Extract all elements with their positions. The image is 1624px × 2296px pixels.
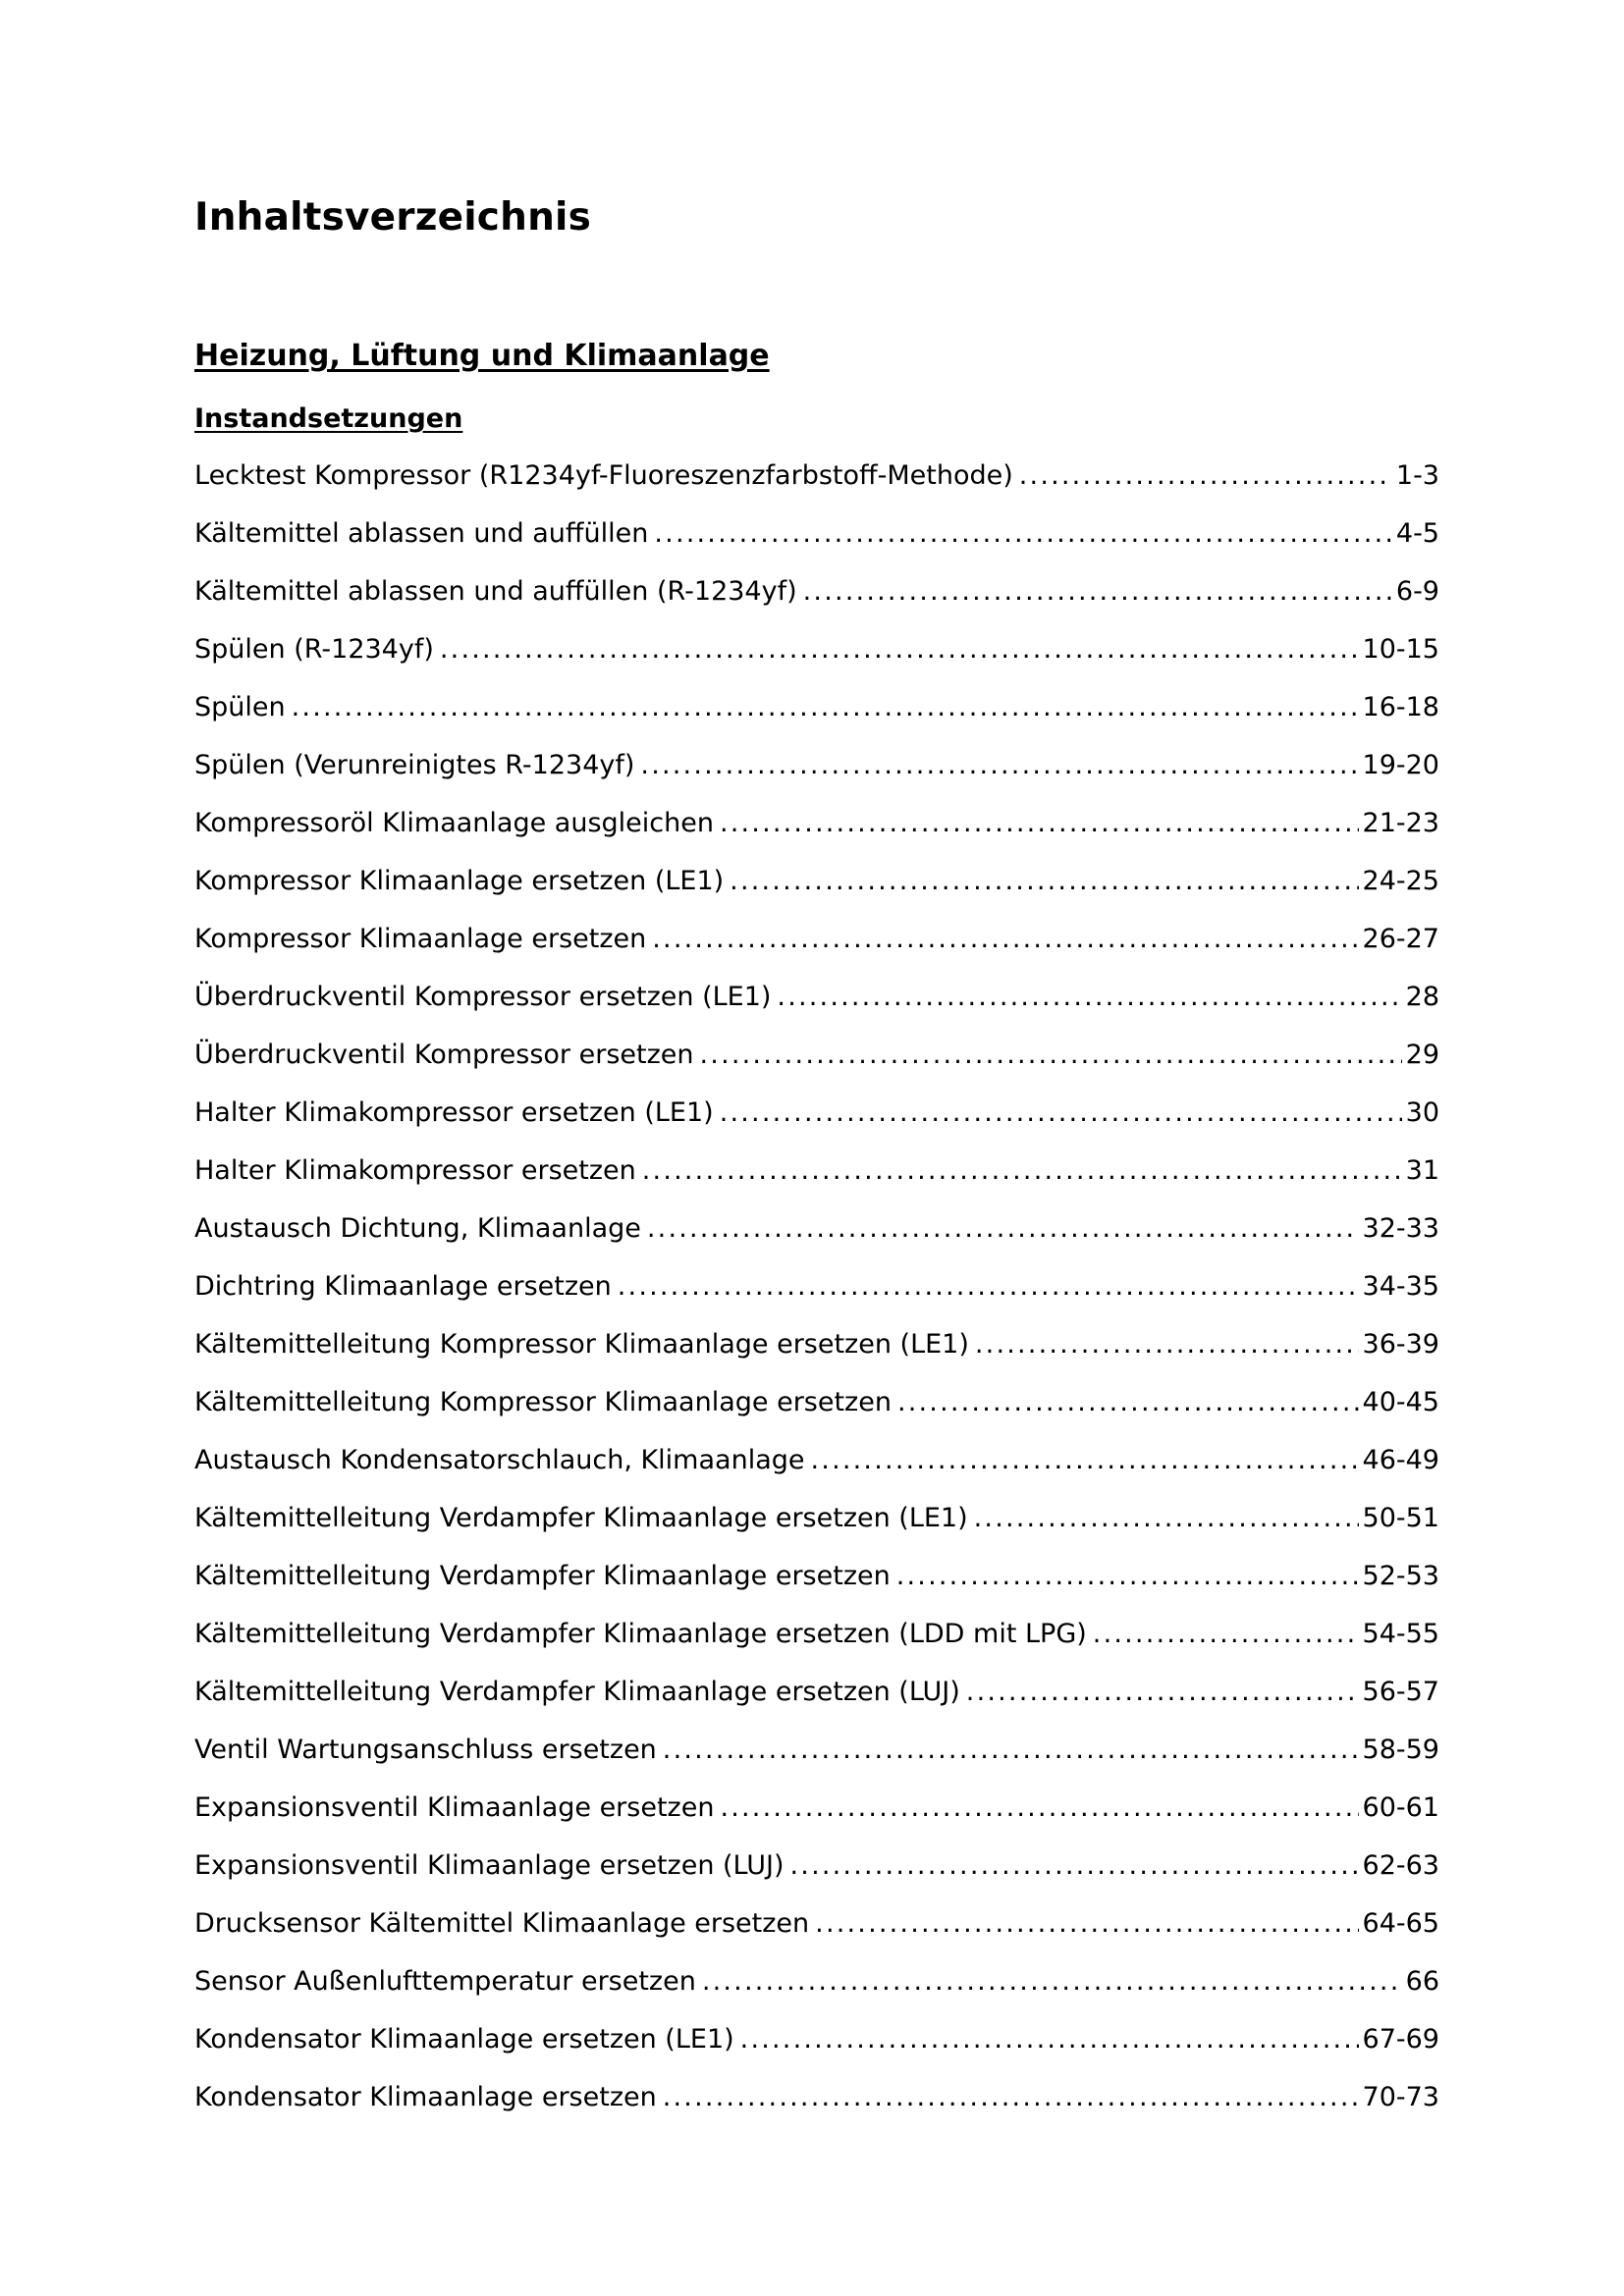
toc-dot-leader	[440, 630, 1359, 669]
toc-dot-leader	[975, 1325, 1359, 1364]
toc-entry-page: 10-15	[1362, 634, 1439, 665]
toc-entry-title: Drucksensor Kältemittel Klimaanlage ersetzen	[194, 1908, 810, 1939]
toc-entry[interactable]	[194, 920, 1439, 978]
toc-entry[interactable]	[194, 978, 1439, 1036]
toc-entry-page: 67-69	[1362, 2024, 1439, 2055]
subsection-heading: Instandsetzungen	[194, 403, 463, 434]
toc-dot-leader	[966, 1673, 1359, 1712]
toc-entry[interactable]	[194, 1731, 1439, 1789]
toc-entry[interactable]	[194, 1036, 1439, 1094]
toc-entry-title: Kältemittelleitung Kompressor Klimaanlage ersetzen (LE1)	[194, 1329, 969, 1360]
toc-entry-title: Halter Klimakompressor ersetzen (LE1)	[194, 1097, 714, 1128]
toc-entry-page: 64-65	[1362, 1908, 1439, 1939]
toc-entry[interactable]	[194, 456, 1439, 514]
table-of-contents	[194, 456, 1439, 2136]
toc-entry[interactable]	[194, 2020, 1439, 2078]
toc-dot-leader	[777, 978, 1401, 1017]
toc-dot-leader	[720, 1789, 1358, 1828]
toc-dot-leader	[720, 1094, 1402, 1133]
toc-entry[interactable]	[194, 1846, 1439, 1904]
toc-entry-page: 46-49	[1362, 1445, 1439, 1475]
toc-entry-page: 31	[1405, 1155, 1439, 1186]
toc-entry-page: 60-61	[1362, 1792, 1439, 1823]
toc-entry[interactable]	[194, 1151, 1439, 1209]
toc-entry-title: Überdruckventil Kompressor ersetzen (LE1)	[194, 982, 772, 1012]
toc-entry[interactable]	[194, 1441, 1439, 1499]
toc-entry-page: 4-5	[1395, 518, 1439, 549]
toc-entry-title: Dichtring Klimaanlage ersetzen	[194, 1271, 612, 1302]
toc-entry-title: Ventil Wartungsanschluss ersetzen	[194, 1735, 657, 1765]
toc-dot-leader	[1019, 456, 1392, 496]
toc-dot-leader	[654, 514, 1392, 554]
toc-entry[interactable]	[194, 572, 1439, 630]
toc-entry[interactable]	[194, 1904, 1439, 1962]
toc-entry[interactable]	[194, 1557, 1439, 1615]
toc-entry-title: Kompressor Klimaanlage ersetzen (LE1)	[194, 866, 725, 896]
toc-entry-page: 26-27	[1362, 924, 1439, 954]
toc-entry[interactable]	[194, 1673, 1439, 1731]
toc-entry-page: 52-53	[1362, 1561, 1439, 1591]
toc-entry-page: 30	[1405, 1097, 1439, 1128]
toc-entry[interactable]	[194, 688, 1439, 746]
toc-entry-page: 56-57	[1362, 1677, 1439, 1707]
toc-dot-leader	[618, 1267, 1359, 1307]
toc-entry-title: Kältemittelleitung Verdampfer Klimaanlage ersetzen	[194, 1561, 891, 1591]
toc-entry[interactable]	[194, 1267, 1439, 1325]
toc-entry-title: Kondensator Klimaanlage ersetzen	[194, 2082, 657, 2112]
toc-entry[interactable]	[194, 630, 1439, 688]
toc-entry[interactable]	[194, 804, 1439, 862]
toc-entry-page: 16-18	[1362, 692, 1439, 722]
toc-entry[interactable]	[194, 1499, 1439, 1557]
toc-entry[interactable]	[194, 1962, 1439, 2020]
toc-dot-leader	[702, 1962, 1402, 2002]
toc-entry[interactable]	[194, 514, 1439, 572]
toc-entry-title: Kompressoröl Klimaanlage ausgleichen	[194, 808, 714, 838]
toc-entry[interactable]	[194, 2078, 1439, 2136]
toc-dot-leader	[815, 1904, 1358, 1944]
toc-entry-page: 19-20	[1362, 750, 1439, 780]
toc-dot-leader	[740, 2020, 1359, 2059]
toc-entry[interactable]	[194, 1383, 1439, 1441]
toc-entry-page: 1-3	[1395, 460, 1439, 491]
toc-entry-title: Kältemittelleitung Kompressor Klimaanlage ersetzen	[194, 1387, 892, 1417]
toc-entry-title: Lecktest Kompressor (R1234yf-Fluoreszenzfarbstoff-Methode)	[194, 460, 1013, 491]
toc-entry-page: 36-39	[1362, 1329, 1439, 1360]
toc-dot-leader	[640, 746, 1358, 785]
toc-entry-title: Halter Klimakompressor ersetzen	[194, 1155, 636, 1186]
toc-entry[interactable]	[194, 746, 1439, 804]
page-title: Inhaltsverzeichnis	[194, 195, 592, 240]
toc-entry-page: 28	[1405, 982, 1439, 1012]
toc-entry[interactable]	[194, 1094, 1439, 1151]
toc-entry-page: 21-23	[1362, 808, 1439, 838]
toc-dot-leader	[663, 1731, 1359, 1770]
toc-entry-title: Spülen (Verunreinigtes R-1234yf)	[194, 750, 635, 780]
toc-entry-title: Expansionsventil Klimaanlage ersetzen	[194, 1792, 715, 1823]
toc-dot-leader	[292, 688, 1359, 727]
toc-dot-leader	[811, 1441, 1359, 1480]
toc-entry[interactable]	[194, 1209, 1439, 1267]
toc-dot-leader	[1093, 1615, 1359, 1654]
toc-entry-page: 54-55	[1362, 1619, 1439, 1649]
toc-entry[interactable]	[194, 1325, 1439, 1383]
toc-entry-title: Spülen	[194, 692, 286, 722]
toc-dot-leader	[803, 572, 1392, 612]
toc-entry-title: Austausch Kondensatorschlauch, Klimaanlage	[194, 1445, 805, 1475]
toc-entry-title: Sensor Außenlufttemperatur ersetzen	[194, 1966, 696, 1997]
toc-dot-leader	[897, 1383, 1359, 1422]
toc-dot-leader	[642, 1151, 1402, 1191]
toc-entry-title: Überdruckventil Kompressor ersetzen	[194, 1040, 694, 1070]
toc-dot-leader	[700, 1036, 1402, 1075]
toc-entry-page: 62-63	[1362, 1850, 1439, 1881]
toc-entry-title: Kältemittelleitung Verdampfer Klimaanlage ersetzen (LDD mit LPG)	[194, 1619, 1087, 1649]
toc-entry-page: 6-9	[1395, 576, 1439, 607]
toc-dot-leader	[730, 862, 1358, 901]
toc-entry-page: 70-73	[1362, 2082, 1439, 2112]
toc-entry-title: Austausch Dichtung, Klimaanlage	[194, 1213, 641, 1244]
toc-entry-page: 34-35	[1362, 1271, 1439, 1302]
toc-entry-page: 29	[1405, 1040, 1439, 1070]
toc-dot-leader	[896, 1557, 1359, 1596]
toc-entry-title: Kältemittelleitung Verdampfer Klimaanlage ersetzen (LUJ)	[194, 1677, 960, 1707]
toc-dot-leader	[652, 920, 1358, 959]
toc-entry-page: 32-33	[1362, 1213, 1439, 1244]
toc-entry-page: 24-25	[1362, 866, 1439, 896]
toc-entry-title: Kältemittel ablassen und auffüllen (R-1234yf)	[194, 576, 797, 607]
toc-entry-page: 50-51	[1362, 1503, 1439, 1533]
toc-entry[interactable]	[194, 1789, 1439, 1846]
toc-dot-leader	[647, 1209, 1359, 1249]
section-heading: Heizung, Lüftung und Klimaanlage	[194, 339, 770, 373]
toc-dot-leader	[974, 1499, 1359, 1538]
toc-entry-title: Kältemittelleitung Verdampfer Klimaanlage ersetzen (LE1)	[194, 1503, 968, 1533]
toc-dot-leader	[720, 804, 1359, 843]
toc-entry-title: Expansionsventil Klimaanlage ersetzen (LUJ)	[194, 1850, 785, 1881]
toc-dot-leader	[663, 2078, 1359, 2117]
toc-entry-title: Kältemittel ablassen und auffüllen	[194, 518, 649, 549]
toc-entry-page: 66	[1405, 1966, 1439, 1997]
toc-entry-title: Spülen (R-1234yf)	[194, 634, 434, 665]
toc-entry[interactable]	[194, 1615, 1439, 1673]
toc-entry-page: 40-45	[1362, 1387, 1439, 1417]
toc-entry-title: Kompressor Klimaanlage ersetzen	[194, 924, 647, 954]
toc-entry[interactable]	[194, 862, 1439, 920]
toc-dot-leader	[790, 1846, 1359, 1886]
toc-entry-title: Kondensator Klimaanlage ersetzen (LE1)	[194, 2024, 734, 2055]
toc-entry-page: 58-59	[1362, 1735, 1439, 1765]
